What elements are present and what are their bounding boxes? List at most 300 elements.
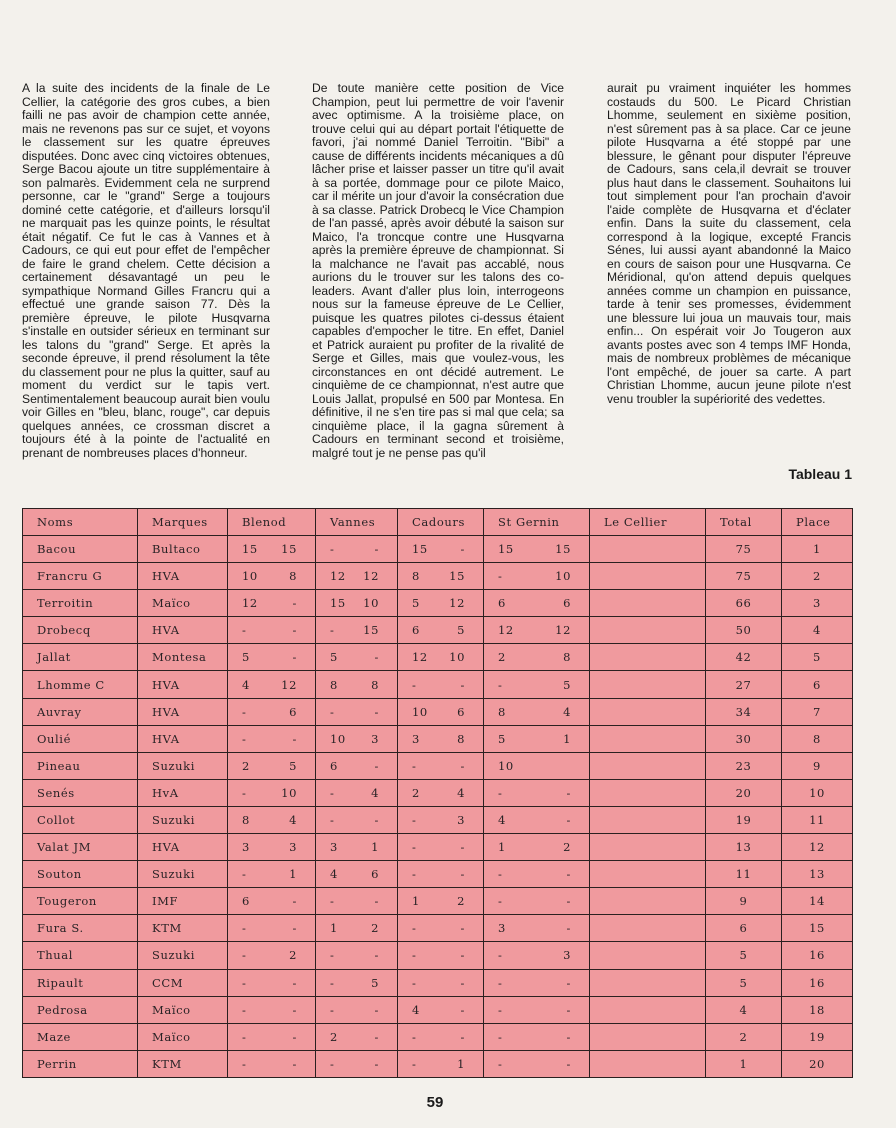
heat-1-score: 5 — [412, 596, 420, 611]
heat-1-score: 10 — [242, 569, 258, 584]
heat-1-score: - — [242, 704, 247, 719]
vannes-cell — [316, 698, 398, 725]
cadours-cell — [398, 1050, 484, 1077]
heat-2-score: - — [374, 948, 379, 963]
place-cell: 16 — [782, 969, 853, 996]
score-pair — [412, 650, 483, 664]
le-cellier-cell — [590, 590, 706, 617]
vannes-cell — [316, 1050, 398, 1077]
le-cellier-cell — [590, 671, 706, 698]
heat-1-score: - — [498, 1002, 503, 1017]
total-cell: 19 — [706, 806, 782, 833]
score-pair — [498, 759, 589, 773]
brand-cell: HVA — [138, 725, 228, 752]
heat-1-score: 2 — [498, 650, 506, 665]
brand-cell: Suzuki — [138, 861, 228, 888]
heat-1-score: 1 — [498, 840, 506, 855]
rider-name-cell: Lhomme C — [23, 671, 138, 698]
score-pair — [242, 542, 315, 556]
rider-name-cell: Bacou — [23, 536, 138, 563]
place-cell: 1 — [782, 536, 853, 563]
heat-1-score: 12 — [412, 650, 428, 665]
heat-2-score: 6 — [371, 867, 379, 882]
score-pair — [330, 1030, 397, 1044]
heat-1-score: 1 — [330, 921, 338, 936]
st-gernin-cell — [484, 1023, 590, 1050]
score-pair — [498, 948, 589, 962]
heat-1-score: - — [330, 542, 335, 557]
heat-1-score: - — [242, 1002, 247, 1017]
rider-name-cell: Souton — [23, 861, 138, 888]
heat-2-score: - — [566, 894, 571, 909]
blenod-cell — [228, 915, 316, 942]
score-pair — [242, 569, 315, 583]
brand-cell: Maïco — [138, 590, 228, 617]
rider-name-cell: Fura S. — [23, 915, 138, 942]
place-cell: 20 — [782, 1050, 853, 1077]
heat-1-score: 8 — [242, 812, 250, 827]
heat-2-score: 15 — [281, 542, 297, 557]
place-cell: 7 — [782, 698, 853, 725]
blenod-cell — [228, 698, 316, 725]
vannes-cell — [316, 725, 398, 752]
heat-1-score: 4 — [412, 1002, 420, 1017]
heat-2-score: - — [566, 1002, 571, 1017]
rider-name-cell: Tougeron — [23, 888, 138, 915]
score-pair — [498, 650, 589, 664]
heat-2-score: - — [566, 867, 571, 882]
heat-2-score: 1 — [563, 731, 571, 746]
score-pair — [242, 623, 315, 637]
score-pair — [498, 596, 589, 610]
heat-1-score: - — [412, 1056, 417, 1071]
le-cellier-cell — [590, 942, 706, 969]
heat-1-score: - — [330, 894, 335, 909]
place-cell: 13 — [782, 861, 853, 888]
score-pair — [498, 894, 589, 908]
cadours-cell — [398, 861, 484, 888]
table-row — [23, 563, 853, 590]
heat-1-score: - — [412, 921, 417, 936]
heat-1-score: - — [498, 1056, 503, 1071]
rider-name-cell: Maze — [23, 1023, 138, 1050]
score-pair — [412, 840, 483, 854]
blenod-cell — [228, 861, 316, 888]
score-pair — [412, 867, 483, 881]
results-table-body — [23, 536, 853, 1078]
score-pair — [498, 976, 589, 990]
heat-2-score: 3 — [289, 840, 297, 855]
table-row — [23, 834, 853, 861]
heat-2-score: 10 — [449, 650, 465, 665]
st-gernin-cell — [484, 617, 590, 644]
table-header-row — [23, 509, 853, 536]
brand-cell: Suzuki — [138, 942, 228, 969]
article-column-3 — [607, 82, 851, 406]
heat-1-score: 2 — [412, 785, 420, 800]
table-row — [23, 942, 853, 969]
heat-1-score: 8 — [330, 677, 338, 692]
score-pair — [498, 786, 589, 800]
brand-cell: HVA — [138, 698, 228, 725]
heat-1-score: 10 — [330, 731, 346, 746]
vannes-cell — [316, 915, 398, 942]
heat-1-score: 4 — [242, 677, 250, 692]
total-cell: 50 — [706, 617, 782, 644]
score-pair — [498, 1057, 589, 1071]
heat-1-score: 3 — [412, 731, 420, 746]
heat-2-score: - — [460, 948, 465, 963]
le-cellier-cell — [590, 698, 706, 725]
heat-2-score: 5 — [563, 677, 571, 692]
place-cell: 4 — [782, 617, 853, 644]
table-row — [23, 888, 853, 915]
st-gernin-cell — [484, 725, 590, 752]
brand-cell: HVA — [138, 834, 228, 861]
heat-1-score: - — [412, 812, 417, 827]
score-pair — [242, 840, 315, 854]
heat-2-score: - — [460, 867, 465, 882]
heat-2-score: - — [292, 596, 297, 611]
heat-1-score: - — [498, 867, 503, 882]
score-pair — [330, 759, 397, 773]
table-row — [23, 698, 853, 725]
table-row — [23, 861, 853, 888]
heat-1-score: - — [330, 704, 335, 719]
score-pair — [242, 1003, 315, 1017]
heat-1-score: - — [412, 1029, 417, 1044]
heat-2-score: - — [460, 677, 465, 692]
heat-2-score: 4 — [371, 785, 379, 800]
heat-2-score: 8 — [457, 731, 465, 746]
rider-name-cell: Collot — [23, 806, 138, 833]
heat-1-score: 15 — [412, 542, 428, 557]
score-pair — [242, 786, 315, 800]
vannes-cell — [316, 861, 398, 888]
heat-2-score: - — [460, 542, 465, 557]
heat-2-score: 2 — [457, 894, 465, 909]
le-cellier-cell — [590, 617, 706, 644]
heat-1-score: 3 — [242, 840, 250, 855]
heat-1-score: - — [412, 758, 417, 773]
vannes-cell — [316, 779, 398, 806]
score-pair — [242, 1057, 315, 1071]
st-gernin-cell — [484, 915, 590, 942]
heat-1-score: - — [498, 894, 503, 909]
heat-1-score: - — [330, 948, 335, 963]
heat-2-score: - — [460, 758, 465, 773]
header-cadours: Cadours — [398, 509, 484, 536]
cadours-cell — [398, 617, 484, 644]
vannes-cell — [316, 617, 398, 644]
st-gernin-cell — [484, 806, 590, 833]
heat-1-score: - — [242, 731, 247, 746]
table-row — [23, 969, 853, 996]
blenod-cell — [228, 725, 316, 752]
score-pair — [498, 1003, 589, 1017]
heat-2-score: - — [292, 731, 297, 746]
rider-name-cell: Drobecq — [23, 617, 138, 644]
vannes-cell — [316, 969, 398, 996]
cadours-cell — [398, 752, 484, 779]
score-pair — [498, 542, 589, 556]
heat-2-score: 12 — [363, 569, 379, 584]
article-column-2 — [312, 82, 564, 460]
le-cellier-cell — [590, 996, 706, 1023]
cadours-cell — [398, 996, 484, 1023]
le-cellier-cell — [590, 779, 706, 806]
score-pair — [242, 813, 315, 827]
heat-1-score: 12 — [498, 623, 514, 638]
table-row — [23, 644, 853, 671]
vannes-cell — [316, 996, 398, 1023]
score-pair — [330, 948, 397, 962]
heat-1-score: 5 — [242, 650, 250, 665]
score-pair — [498, 921, 589, 935]
heat-1-score: 12 — [242, 596, 258, 611]
heat-2-score: 6 — [289, 704, 297, 719]
total-cell: 9 — [706, 888, 782, 915]
score-pair — [412, 569, 483, 583]
table-row — [23, 617, 853, 644]
heat-2-score: 5 — [457, 623, 465, 638]
total-cell: 20 — [706, 779, 782, 806]
blenod-cell — [228, 779, 316, 806]
score-pair — [242, 894, 315, 908]
table-title: Tableau 1 — [788, 466, 852, 482]
blenod-cell — [228, 563, 316, 590]
place-cell: 5 — [782, 644, 853, 671]
article-text: A la suite des incidents de la finale de Le Cellier, la catégorie des gros cubes, a bien failli ne pas avoir de champion cette année, mais ne revenons pas sur ce sujet, et voyons le classement sur les quatre épreuves disputées. Donc avec cinq victoires obtenues, Serge Bacou ajoute un titre supplémentaire à son palmarès. Evidemment cela ne surprend personne, car le "grand" Serge a toujours dominé cette catégorie, et d'ailleurs lorsqu'il ne marquait pas les quinze points, le résultat était négatif. Ce fut le cas à Vannes et à Cadours, ce qui eut pour effet de l'empêcher de faire le grand chelem. Cette décision a certainement désavantagé un peu le sympathique Normand Gilles Francru qui a effectué une grande saison 77. Dès la première épreuve, le pilote Husqvarna s'installe en outsider sérieux en terminant sur les talons du "grand" Serge. Et après la seconde épreuve, il prend résolument la tête du classement pour ne plus la quitter, sauf au moment du verdict sur le tapis vert. Sentimentalement beaucoup aurait bien voulu voir Gilles en "bleu, blanc, rouge", car depuis quelques années, ce crossman discret a toujours été à la pointe de l'actualité en prenant de nombreuses places d'honneur. — [22, 81, 270, 460]
heat-2-score: 3 — [563, 948, 571, 963]
heat-1-score: - — [412, 677, 417, 692]
heat-1-score: 8 — [412, 569, 420, 584]
blenod-cell — [228, 806, 316, 833]
le-cellier-cell — [590, 915, 706, 942]
place-cell: 8 — [782, 725, 853, 752]
heat-2-score: - — [292, 921, 297, 936]
score-pair — [330, 1057, 397, 1071]
st-gernin-cell — [484, 644, 590, 671]
heat-2-score: 15 — [449, 569, 465, 584]
vannes-cell — [316, 671, 398, 698]
heat-2-score: 3 — [371, 731, 379, 746]
score-pair — [498, 678, 589, 692]
total-cell: 23 — [706, 752, 782, 779]
st-gernin-cell — [484, 752, 590, 779]
heat-2-score: 2 — [371, 921, 379, 936]
cadours-cell — [398, 671, 484, 698]
table-row — [23, 725, 853, 752]
heat-2-score: - — [460, 921, 465, 936]
score-pair — [242, 948, 315, 962]
blenod-cell — [228, 752, 316, 779]
brand-cell: Montesa — [138, 644, 228, 671]
cadours-cell — [398, 1023, 484, 1050]
heat-2-score: - — [292, 1029, 297, 1044]
cadours-cell — [398, 590, 484, 617]
table-row — [23, 671, 853, 698]
st-gernin-cell — [484, 563, 590, 590]
article-column-1 — [22, 82, 270, 460]
score-pair — [242, 1030, 315, 1044]
heat-2-score: 6 — [457, 704, 465, 719]
total-cell: 30 — [706, 725, 782, 752]
heat-1-score: 8 — [498, 704, 506, 719]
brand-cell: HVA — [138, 671, 228, 698]
brand-cell: HVA — [138, 617, 228, 644]
heat-2-score: - — [292, 623, 297, 638]
rider-name-cell: Thual — [23, 942, 138, 969]
heat-1-score: 10 — [498, 758, 514, 773]
heat-1-score: - — [242, 1056, 247, 1071]
header-marques: Marques — [138, 509, 228, 536]
heat-2-score: - — [292, 650, 297, 665]
heat-2-score: - — [460, 975, 465, 990]
table-row — [23, 536, 853, 563]
score-pair — [242, 759, 315, 773]
heat-2-score: 12 — [281, 677, 297, 692]
le-cellier-cell — [590, 969, 706, 996]
heat-1-score: 6 — [498, 596, 506, 611]
heat-1-score: 6 — [412, 623, 420, 638]
st-gernin-cell — [484, 779, 590, 806]
heat-1-score: - — [242, 975, 247, 990]
heat-2-score: - — [460, 840, 465, 855]
heat-1-score: - — [242, 1029, 247, 1044]
le-cellier-cell — [590, 752, 706, 779]
cadours-cell — [398, 536, 484, 563]
brand-cell: Maïco — [138, 1023, 228, 1050]
score-pair — [242, 867, 315, 881]
heat-1-score: - — [498, 948, 503, 963]
le-cellier-cell — [590, 861, 706, 888]
brand-cell: Suzuki — [138, 752, 228, 779]
score-pair — [412, 1030, 483, 1044]
place-cell: 12 — [782, 834, 853, 861]
heat-1-score: - — [412, 975, 417, 990]
le-cellier-cell — [590, 725, 706, 752]
heat-2-score: 5 — [371, 975, 379, 990]
brand-cell: HVA — [138, 563, 228, 590]
brand-cell: KTM — [138, 915, 228, 942]
place-cell: 2 — [782, 563, 853, 590]
heat-1-score: - — [242, 921, 247, 936]
cadours-cell — [398, 834, 484, 861]
score-pair — [330, 813, 397, 827]
blenod-cell — [228, 969, 316, 996]
rider-name-cell: Oulié — [23, 725, 138, 752]
blenod-cell — [228, 996, 316, 1023]
header-total: Total — [706, 509, 782, 536]
heat-1-score: - — [498, 677, 503, 692]
table-row — [23, 590, 853, 617]
blenod-cell — [228, 644, 316, 671]
le-cellier-cell — [590, 1050, 706, 1077]
heat-1-score: 3 — [498, 921, 506, 936]
header-blenod: Blenod — [228, 509, 316, 536]
cadours-cell — [398, 725, 484, 752]
heat-2-score: - — [374, 894, 379, 909]
heat-2-score: 5 — [289, 758, 297, 773]
st-gernin-cell — [484, 969, 590, 996]
heat-1-score: 6 — [330, 758, 338, 773]
total-cell: 5 — [706, 969, 782, 996]
score-pair — [330, 542, 397, 556]
score-pair — [330, 650, 397, 664]
place-cell: 11 — [782, 806, 853, 833]
score-pair — [330, 921, 397, 935]
vannes-cell — [316, 644, 398, 671]
total-cell: 13 — [706, 834, 782, 861]
cadours-cell — [398, 969, 484, 996]
total-cell: 66 — [706, 590, 782, 617]
header-vannes: Vannes — [316, 509, 398, 536]
st-gernin-cell — [484, 536, 590, 563]
total-cell: 34 — [706, 698, 782, 725]
place-cell: 18 — [782, 996, 853, 1023]
heat-1-score: 4 — [330, 867, 338, 882]
brand-cell: Suzuki — [138, 806, 228, 833]
table-row — [23, 915, 853, 942]
heat-2-score: 12 — [449, 596, 465, 611]
heat-1-score: - — [498, 569, 503, 584]
rider-name-cell: Auvray — [23, 698, 138, 725]
heat-1-score: - — [330, 975, 335, 990]
results-table — [22, 508, 853, 1078]
heat-1-score: 15 — [242, 542, 258, 557]
heat-1-score: 5 — [498, 731, 506, 746]
score-pair — [242, 921, 315, 935]
blenod-cell — [228, 942, 316, 969]
heat-2-score: 10 — [555, 569, 571, 584]
heat-2-score: 15 — [555, 542, 571, 557]
cadours-cell — [398, 942, 484, 969]
heat-2-score: - — [374, 1002, 379, 1017]
heat-1-score: 10 — [412, 704, 428, 719]
heat-2-score: - — [374, 650, 379, 665]
heat-1-score: 12 — [330, 569, 346, 584]
heat-1-score: 15 — [330, 596, 346, 611]
score-pair — [498, 569, 589, 583]
heat-2-score: 3 — [457, 812, 465, 827]
score-pair — [412, 1057, 483, 1071]
rider-name-cell: Jallat — [23, 644, 138, 671]
rider-name-cell: Pedrosa — [23, 996, 138, 1023]
score-pair — [498, 867, 589, 881]
table-row — [23, 996, 853, 1023]
le-cellier-cell — [590, 563, 706, 590]
heat-1-score: - — [330, 1002, 335, 1017]
brand-cell: HvA — [138, 779, 228, 806]
score-pair — [412, 759, 483, 773]
blenod-cell — [228, 1023, 316, 1050]
heat-2-score: 4 — [563, 704, 571, 719]
score-pair — [412, 732, 483, 746]
heat-1-score: 15 — [498, 542, 514, 557]
score-pair — [498, 1030, 589, 1044]
cadours-cell — [398, 698, 484, 725]
table-row — [23, 752, 853, 779]
rider-name-cell: Senés — [23, 779, 138, 806]
heat-2-score: 6 — [563, 596, 571, 611]
heat-2-score: 2 — [563, 840, 571, 855]
cadours-cell — [398, 779, 484, 806]
score-pair — [498, 840, 589, 854]
heat-1-score: 6 — [242, 894, 250, 909]
heat-1-score: 1 — [412, 894, 420, 909]
blenod-cell — [228, 671, 316, 698]
